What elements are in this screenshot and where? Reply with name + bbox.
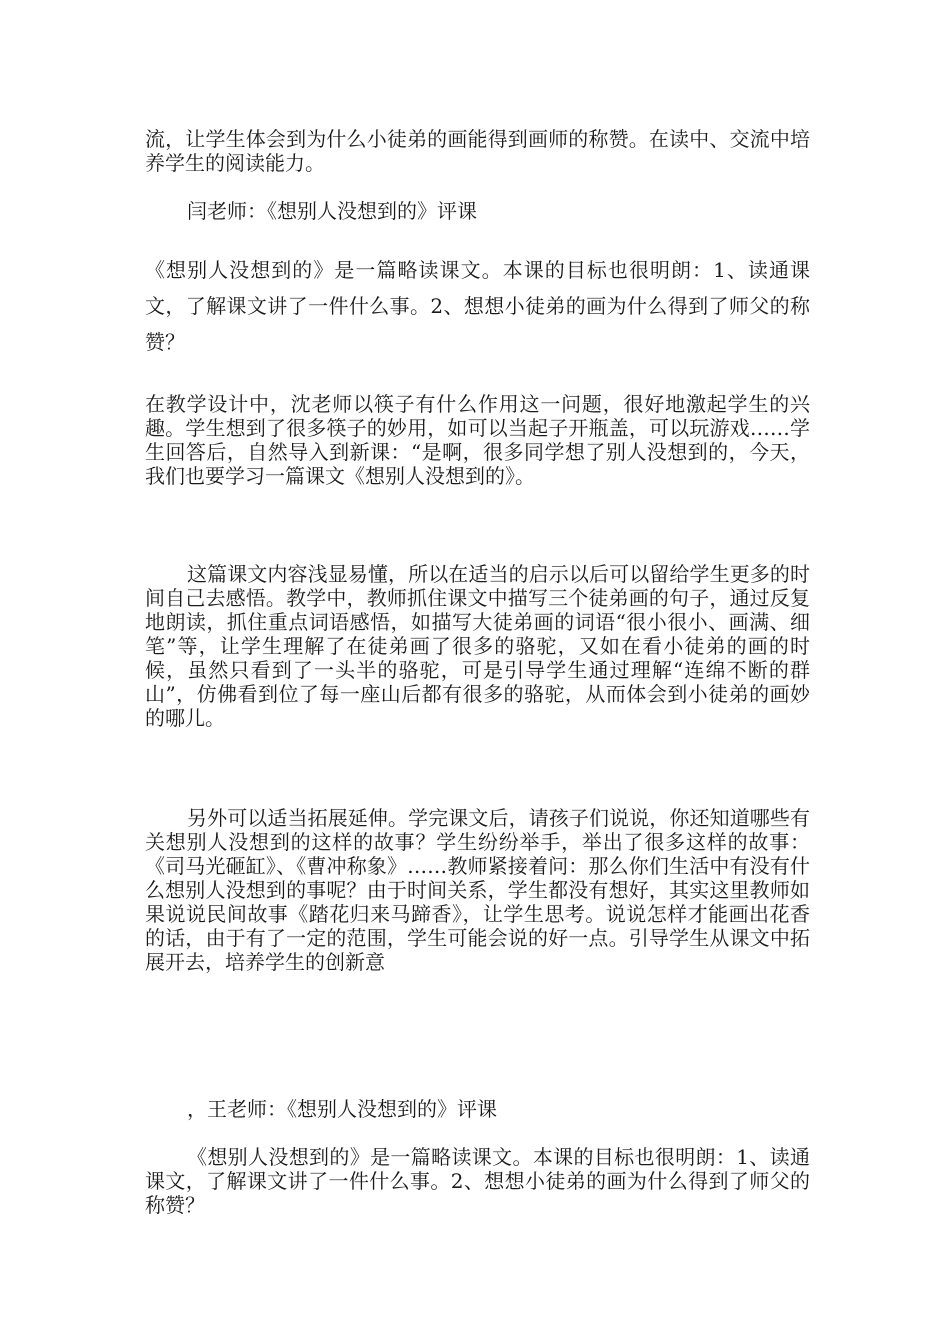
paragraph-lesson-goals: 《想别人没想到的》是一篇略读课文。本课的目标也很明朗：1、读通课文，了解课文讲了一件什么事。2、想想小徒弟的画为什么得到了师父的称赞？ <box>145 258 810 354</box>
paragraph-teaching-design: 在教学设计中，沈老师以筷子有什么作用这一问题，很好地激起学生的兴趣。学生想到了很多筷子的妙用，如可以当起子开瓶盖，可以玩游戏……学生回答后，自然导入到新课：“是啊，很多同学想了别人没想到的，今天，我们也要学习一篇课文《想别人没想到的》。 <box>145 392 810 488</box>
paragraph-lesson-goals-repeat: 《想别人没想到的》是一篇略读课文。本课的目标也很明朗：1、读通课文，了解课文讲了一件什么事。2、想想小徒弟的画为什么得到了师父的称赞？ <box>145 1145 810 1217</box>
paragraph-extension: 另外可以适当拓展延伸。学完课文后，请孩子们说说，你还知道哪些有关想别人没想到的这样的故事？学生纷纷举手，举出了很多这样的故事：《司马光砸缸》、《曹冲称象》……教师紧接着问：那么你们生活中有没有什么想别人没想到的事呢？由于时间关系，学生都没有想好，其实这里教师如果说说民间故事《踏花归来马蹄香》，让学生思考。说说怎样才能画出花香的话，由于有了一定的范围，学生可能会说的好一点。引导学生从课文中拓展开去，培养学生的创新意 <box>145 806 810 974</box>
heading-yan-review: 闫老师：《想别人没想到的》评课 <box>187 199 477 223</box>
paragraph-intro: 流，让学生体会到为什么小徒弟的画能得到画师的称赞。在读中、交流中培养学生的阅读能力。 <box>145 127 810 175</box>
paragraph-text-analysis: 这篇课文内容浅显易懂，所以在适当的启示以后可以留给学生更多的时间自己去感悟。教学中，教师抓住课文中描写三个徒弟画的句子，通过反复地朗读，抓住重点词语感悟，如描写大徒弟画的词语“很小很小、画满、细笔”等，让学生理解了在徒弟画了很多的骆驼，又如在看小徒弟的画的时候，虽然只看到了一头半的骆驼，可是引导学生通过理解“连绵不断的群山”，仿佛看到位了每一座山后都有很多的骆驼，从而体会到小徒弟的画妙的哪儿。 <box>145 562 810 730</box>
heading-wang-review: ，王老师：《想别人没想到的》评课 <box>187 1097 497 1121</box>
